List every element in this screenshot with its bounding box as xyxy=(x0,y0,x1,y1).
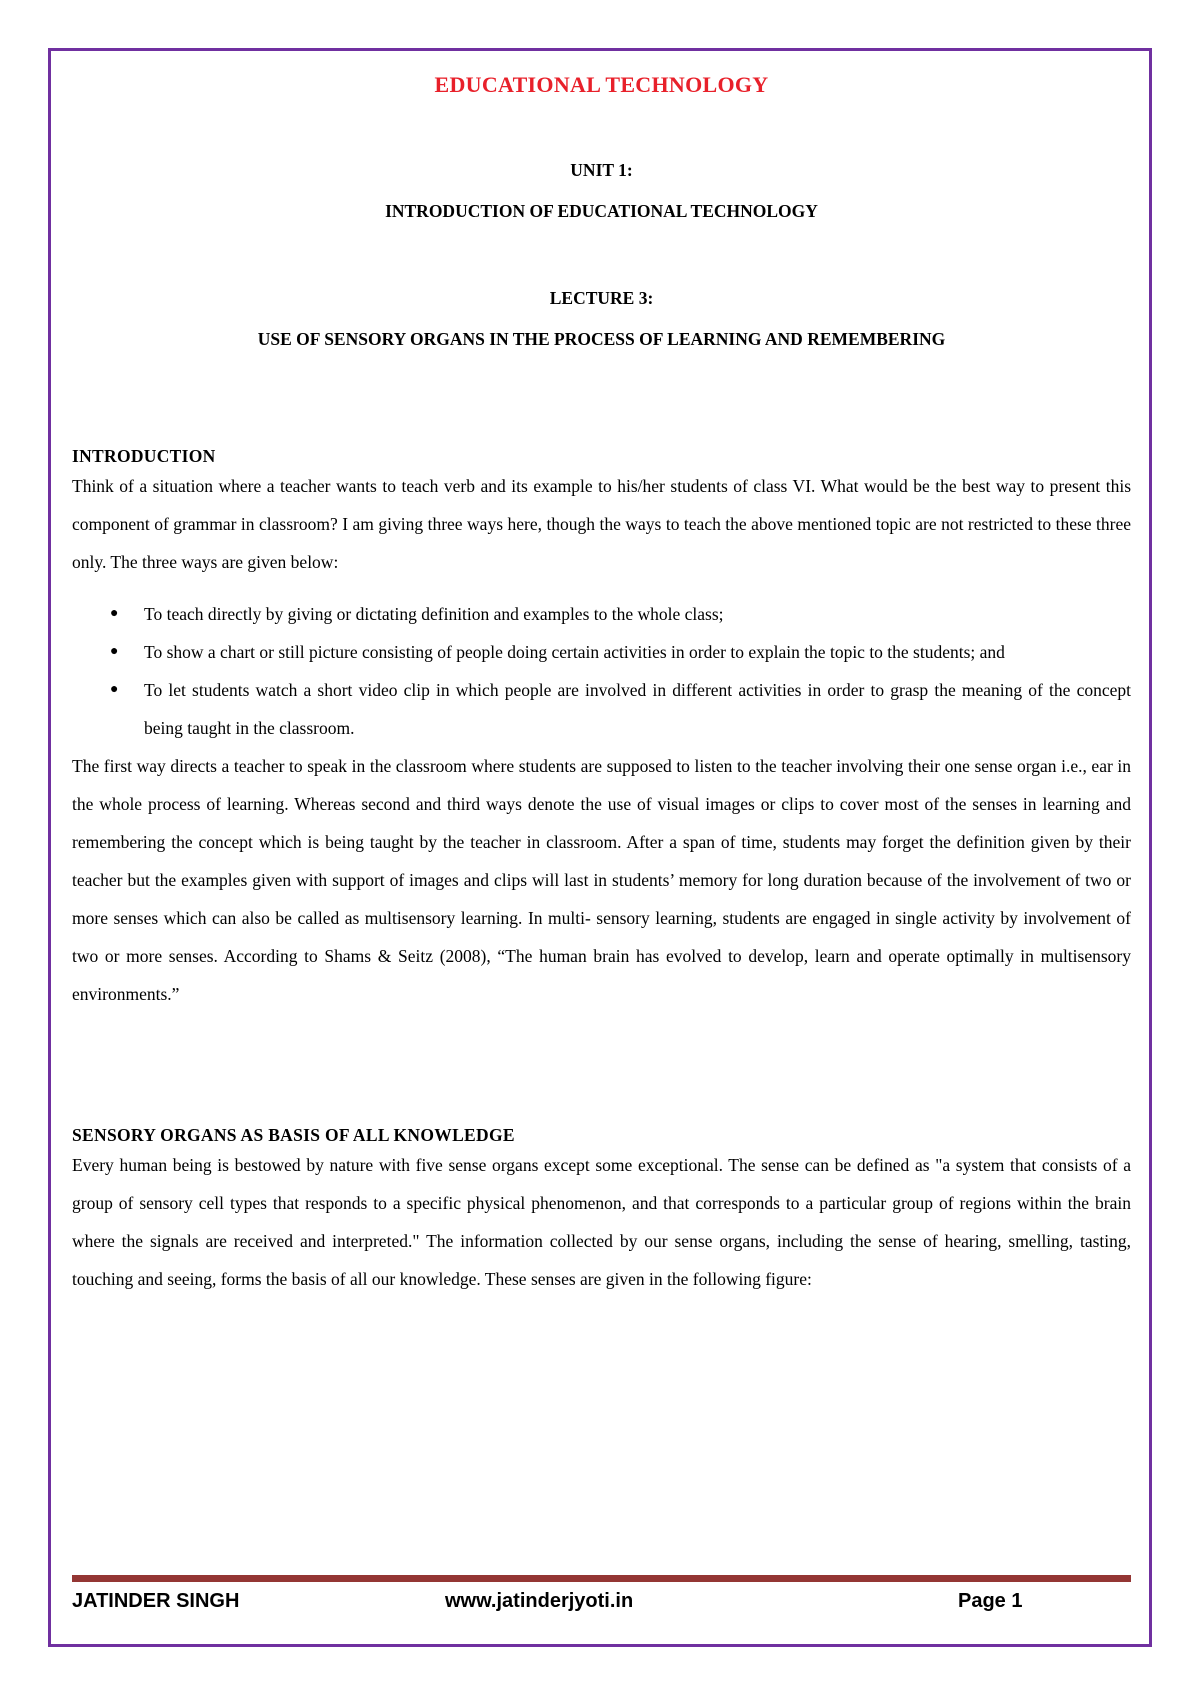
lecture-title: USE OF SENSORY ORGANS IN THE PROCESS OF LEARNING AND REMEMBERING xyxy=(257,329,946,349)
unit-title: INTRODUCTION OF EDUCATIONAL TECHNOLOGY xyxy=(385,201,818,221)
footer-author: JATINDER SINGH xyxy=(72,1590,240,1612)
list-item xyxy=(72,595,1131,633)
list-item xyxy=(72,671,1131,747)
ways-list xyxy=(72,595,1131,747)
list-item xyxy=(72,633,1131,671)
footer-divider xyxy=(72,1575,1131,1582)
lecture-label: LECTURE 3: xyxy=(549,288,654,308)
unit-label: UNIT 1: xyxy=(570,160,633,180)
sensory-organs-paragraph: Every human being is bestowed by nature with five sense organs except some exceptional. The sense can be defined as "a system that consists of a group of sensory cell types that responds to a specific physical phenomenon, and that corresponds to a particular group of regions within the brain where the signals are received and interpreted." The information collected by our sense organs, including the sense of hearing, smelling, tasting, touching and seeing, forms the basis of all our knowledge. These senses are given in the following figure: xyxy=(72,1155,1131,1289)
page-content xyxy=(72,60,1131,1298)
bullet-icon: ● xyxy=(110,682,119,697)
footer-page-number: Page 1 xyxy=(958,1590,1023,1612)
introduction-heading: INTRODUCTION xyxy=(72,446,216,466)
list-item-text: To show a chart or still picture consisting of people doing certain activities in order to explain the topic to the students; and xyxy=(144,642,1005,662)
bullet-icon: ● xyxy=(110,644,119,659)
sensory-organs-heading: SENSORY ORGANS AS BASIS OF ALL KNOWLEDGE xyxy=(72,1125,515,1145)
page-footer xyxy=(72,1590,1131,1620)
introduction-paragraph: Think of a situation where a teacher wants to teach verb and its example to his/her students of class VI. What would be the best way to present this component of grammar in classroom? I am giving three ways here, though the ways to teach the above mentioned topic are not restricted to these three only. The three ways are given below: xyxy=(72,476,1131,572)
list-item-text: To teach directly by giving or dictating definition and examples to the whole class; xyxy=(144,604,724,624)
footer-website-link[interactable]: www.jatinderjyoti.in xyxy=(445,1590,634,1612)
multisensory-paragraph: The first way directs a teacher to speak in the classroom where students are supposed to listen to the teacher involving their one sense organ i.e., ear in the whole process of learning. Whereas second and third ways denote the use of visual images or clips to cover most of the senses in learning and remembering the concept which is being taught by the teacher in classroom. After a span of time, students may forget the definition given by their teacher but the examples given with support of images and clips will last in students’ memory for long duration because of the involvement of two or more senses which can also be called as multisensory learning. In multi- sensory learning, students are engaged in single activity by involvement of two or more senses. According to Shams & Seitz (2008), “The human brain has evolved to develop, learn and operate optimally in multisensory environments.” xyxy=(72,756,1131,1004)
bullet-icon: ● xyxy=(110,606,119,621)
document-title: EDUCATIONAL TECHNOLOGY xyxy=(434,72,769,97)
list-item-text: To let students watch a short video clip in which people are involved in different activities in order to grasp the meaning of the concept being taught in the classroom. xyxy=(144,680,1131,738)
